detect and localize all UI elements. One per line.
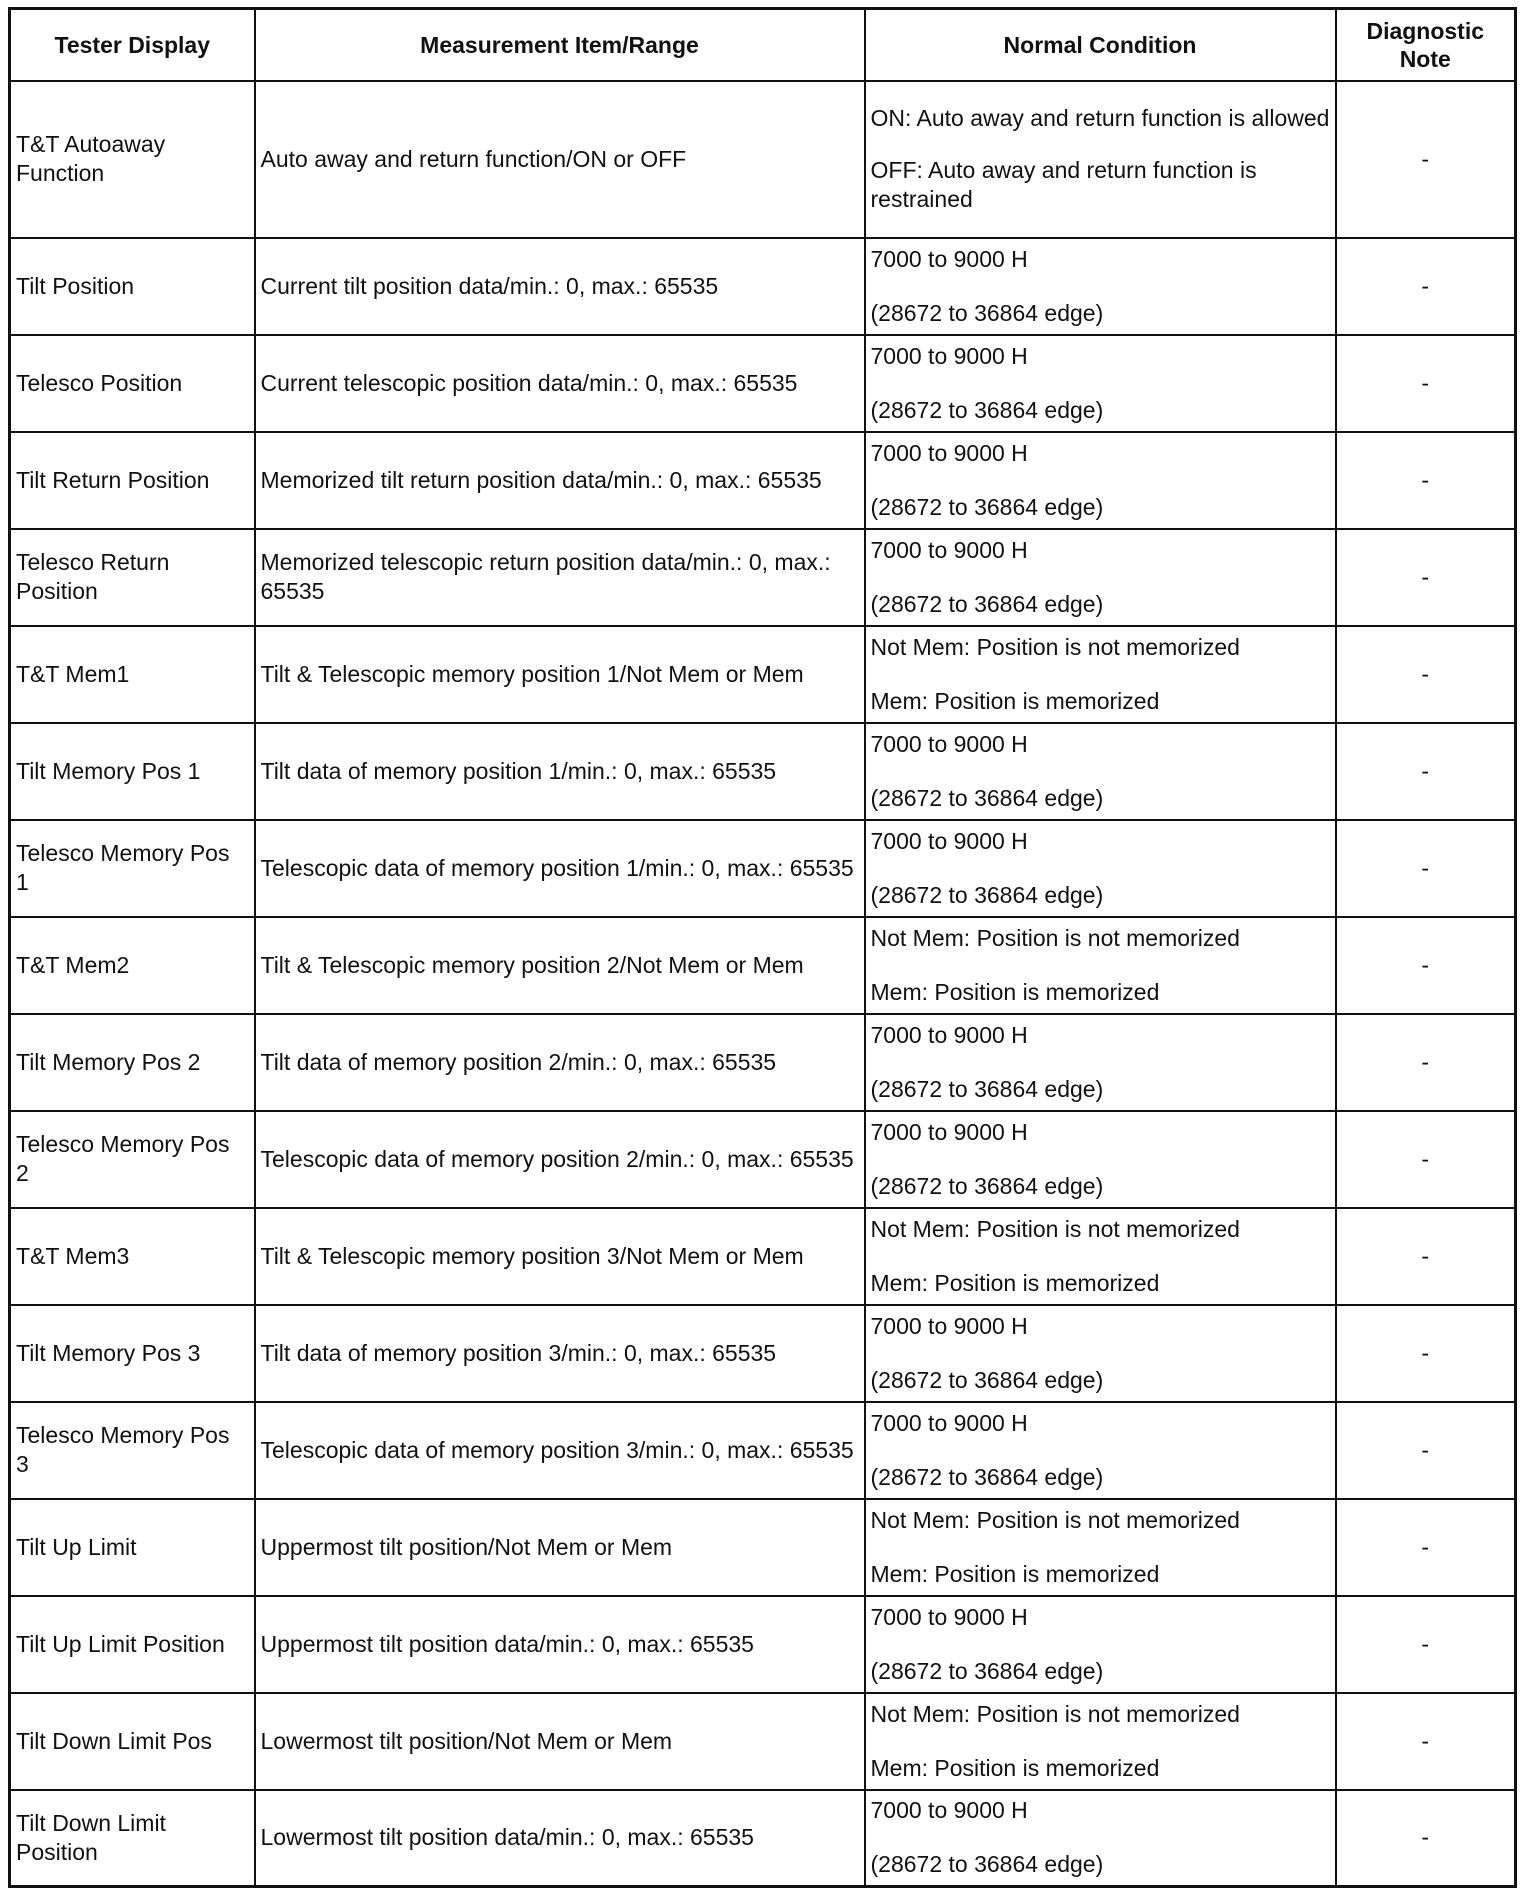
cell-normal-condition [865,1499,1336,1596]
table-row [10,626,1516,723]
cell-tester-display: Tilt Up Limit [10,1499,255,1596]
condition-line: 7000 to 9000 H [870,1409,1028,1436]
cell-diagnostic-note: - [1336,1111,1516,1208]
condition-line: (28672 to 36864 edge) [870,1075,1104,1102]
cell-diagnostic-note: - [1336,820,1516,917]
cell-diagnostic-note: - [1336,432,1516,529]
cell-measurement: Auto away and return function/ON or OFF [255,81,865,238]
cell-measurement: Uppermost tilt position/Not Mem or Mem [255,1499,865,1596]
condition-line: (28672 to 36864 edge) [870,493,1104,520]
cell-measurement: Uppermost tilt position data/min.: 0, max.: 65535 [255,1596,865,1693]
condition-line: 7000 to 9000 H [870,245,1028,272]
condition-line: (28672 to 36864 edge) [870,1657,1104,1684]
condition-line: 7000 to 9000 H [870,1797,1028,1824]
cell-measurement: Memorized tilt return position data/min.: 0, max.: 65535 [255,432,865,529]
cell-diagnostic-note: - [1336,626,1516,723]
cell-measurement: Tilt & Telescopic memory position 1/Not Mem or Mem [255,626,865,723]
cell-diagnostic-note: - [1336,1305,1516,1402]
condition-line: 7000 to 9000 H [870,536,1028,563]
cell-measurement: Telescopic data of memory position 3/min.: 0, max.: 65535 [255,1402,865,1499]
cell-diagnostic-note: - [1336,1790,1516,1887]
cell-tester-display: Tilt Memory Pos 1 [10,723,255,820]
cell-tester-display: T&T Autoaway Function [10,81,255,238]
condition-line: (28672 to 36864 edge) [870,1851,1104,1878]
condition-line: (28672 to 36864 edge) [870,1463,1104,1490]
header-measurement-item: Measurement Item/Range [255,9,865,81]
condition-line: 7000 to 9000 H [870,1021,1028,1048]
header-normal-condition: Normal Condition [865,9,1336,81]
cell-tester-display: T&T Mem3 [10,1208,255,1305]
cell-diagnostic-note: - [1336,1402,1516,1499]
cell-normal-condition [865,820,1336,917]
cell-normal-condition [865,335,1336,432]
condition-line: Not Mem: Position is not memorized [870,1700,1240,1727]
cell-measurement: Current tilt position data/min.: 0, max.: 65535 [255,238,865,335]
condition-line: Not Mem: Position is not memorized [870,1506,1240,1533]
condition-line: Not Mem: Position is not memorized [870,1215,1240,1242]
cell-tester-display: Telesco Memory Pos 2 [10,1111,255,1208]
cell-tester-display: Telesco Memory Pos 3 [10,1402,255,1499]
data-monitor-table [8,7,1517,1888]
condition-line: (28672 to 36864 edge) [870,881,1104,908]
table-row [10,81,1516,238]
condition-line: Mem: Position is memorized [870,978,1160,1005]
table-row [10,529,1516,626]
header-row [10,9,1516,81]
cell-normal-condition [865,1402,1336,1499]
condition-line: 7000 to 9000 H [870,439,1028,466]
table-row [10,820,1516,917]
cell-measurement: Memorized telescopic return position data/min.: 0, max.: 65535 [255,529,865,626]
cell-tester-display: Telesco Return Position [10,529,255,626]
table-body [10,81,1516,1887]
cell-measurement: Telescopic data of memory position 2/min.: 0, max.: 65535 [255,1111,865,1208]
condition-line: ON: Auto away and return function is allowed [870,105,1330,131]
cell-measurement: Current telescopic position data/min.: 0, max.: 65535 [255,335,865,432]
table-row [10,1402,1516,1499]
condition-line: (28672 to 36864 edge) [870,784,1104,811]
condition-line: 7000 to 9000 H [870,730,1028,757]
cell-diagnostic-note: - [1336,723,1516,820]
cell-normal-condition [865,723,1336,820]
condition-line: Mem: Position is memorized [870,1560,1160,1587]
cell-measurement: Tilt data of memory position 1/min.: 0, max.: 65535 [255,723,865,820]
cell-measurement: Tilt & Telescopic memory position 3/Not Mem or Mem [255,1208,865,1305]
cell-normal-condition [865,1208,1336,1305]
cell-tester-display: Tilt Position [10,238,255,335]
table-row [10,1596,1516,1693]
cell-normal-condition [865,81,1336,238]
table-row [10,1208,1516,1305]
table-row [10,1693,1516,1790]
condition-line: 7000 to 9000 H [870,342,1028,369]
condition-line: OFF: Auto away and return function is restrained [870,157,1257,212]
condition-line: 7000 to 9000 H [870,1603,1028,1630]
cell-normal-condition [865,917,1336,1014]
cell-tester-display: Tilt Memory Pos 3 [10,1305,255,1402]
cell-tester-display: Tilt Up Limit Position [10,1596,255,1693]
cell-diagnostic-note: - [1336,335,1516,432]
cell-measurement: Lowermost tilt position/Not Mem or Mem [255,1693,865,1790]
table-row [10,1790,1516,1887]
table-row [10,1111,1516,1208]
cell-diagnostic-note: - [1336,529,1516,626]
cell-measurement: Telescopic data of memory position 1/min.: 0, max.: 65535 [255,820,865,917]
cell-diagnostic-note: - [1336,1596,1516,1693]
condition-line: Not Mem: Position is not memorized [870,633,1240,660]
cell-diagnostic-note: - [1336,1208,1516,1305]
cell-diagnostic-note: - [1336,1014,1516,1111]
condition-line: (28672 to 36864 edge) [870,590,1104,617]
cell-normal-condition [865,1111,1336,1208]
condition-line: (28672 to 36864 edge) [870,396,1104,423]
cell-normal-condition [865,1596,1336,1693]
cell-diagnostic-note: - [1336,1499,1516,1596]
table-row [10,335,1516,432]
header-diagnostic-note: Diagnostic Note [1336,9,1516,81]
condition-line: 7000 to 9000 H [870,1118,1028,1145]
condition-line: (28672 to 36864 edge) [870,299,1104,326]
cell-measurement: Tilt data of memory position 2/min.: 0, max.: 65535 [255,1014,865,1111]
header-tester-display: Tester Display [10,9,255,81]
table-row [10,723,1516,820]
cell-measurement: Tilt & Telescopic memory position 2/Not Mem or Mem [255,917,865,1014]
cell-normal-condition [865,1790,1336,1887]
condition-line: (28672 to 36864 edge) [870,1366,1104,1393]
cell-tester-display: Telesco Position [10,335,255,432]
cell-normal-condition [865,432,1336,529]
cell-diagnostic-note: - [1336,81,1516,238]
cell-tester-display: Tilt Down Limit Pos [10,1693,255,1790]
condition-line: Mem: Position is memorized [870,687,1160,714]
condition-line: 7000 to 9000 H [870,1312,1028,1339]
condition-line: (28672 to 36864 edge) [870,1172,1104,1199]
cell-normal-condition [865,529,1336,626]
cell-normal-condition [865,1305,1336,1402]
cell-tester-display: Tilt Memory Pos 2 [10,1014,255,1111]
cell-tester-display: Tilt Return Position [10,432,255,529]
cell-tester-display: T&T Mem1 [10,626,255,723]
condition-line: Not Mem: Position is not memorized [870,924,1240,951]
cell-tester-display: Telesco Memory Pos 1 [10,820,255,917]
condition-line: Mem: Position is memorized [870,1754,1160,1781]
table-row [10,238,1516,335]
cell-measurement: Tilt data of memory position 3/min.: 0, max.: 65535 [255,1305,865,1402]
table-row [10,1305,1516,1402]
cell-normal-condition [865,238,1336,335]
table-row [10,917,1516,1014]
cell-diagnostic-note: - [1336,238,1516,335]
table-row [10,1499,1516,1596]
cell-diagnostic-note: - [1336,917,1516,1014]
table-row [10,432,1516,529]
cell-tester-display: Tilt Down Limit Position [10,1790,255,1887]
cell-diagnostic-note: - [1336,1693,1516,1790]
cell-normal-condition [865,1693,1336,1790]
table-row [10,1014,1516,1111]
cell-normal-condition [865,626,1336,723]
cell-normal-condition [865,1014,1336,1111]
cell-measurement: Lowermost tilt position data/min.: 0, max.: 65535 [255,1790,865,1887]
table-header [10,9,1516,81]
condition-line: Mem: Position is memorized [870,1269,1160,1296]
condition-line: 7000 to 9000 H [870,827,1028,854]
cell-tester-display: T&T Mem2 [10,917,255,1014]
